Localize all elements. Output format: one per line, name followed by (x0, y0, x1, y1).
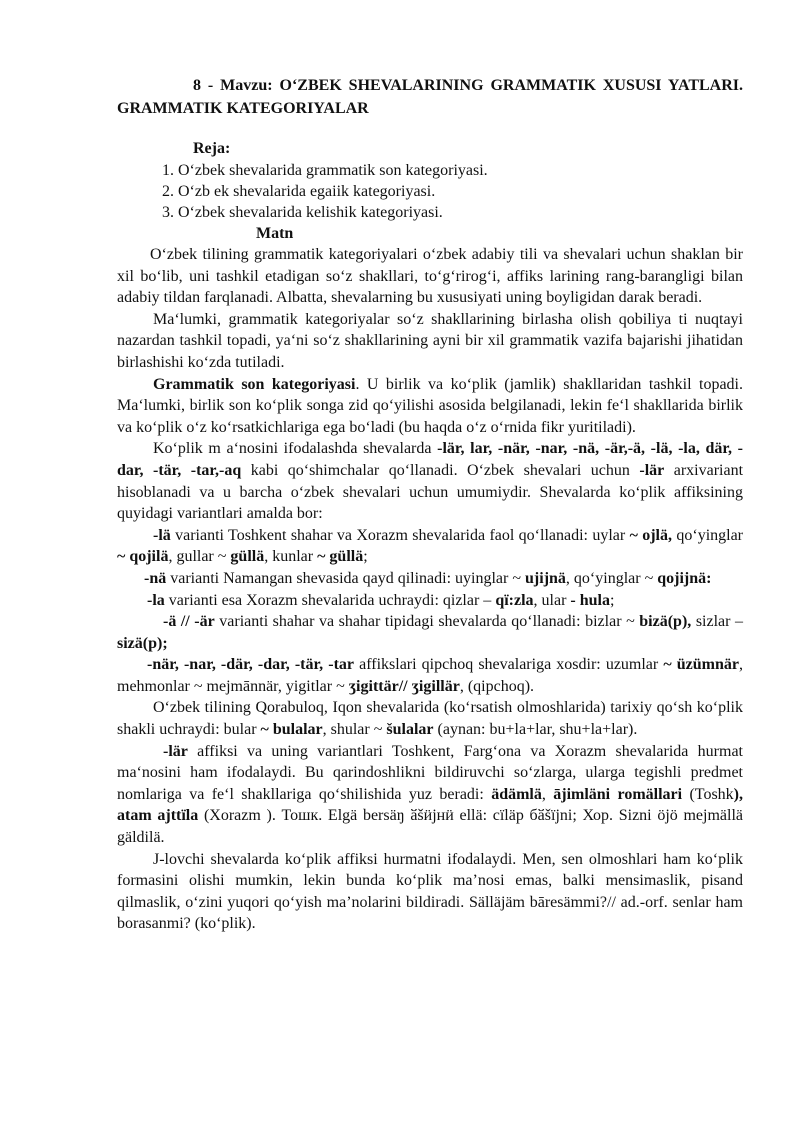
text-heading: Matn (256, 225, 294, 242)
paragraph-categories: Ma‘lumki, grammatik kategoriyalar so‘z shakllarining birlasha olish qobiliya ti nuqtayi nazardan tashkil topadi, ya‘ni so‘z shakllarining ayni bir xil grammatik vazifa bajarishi jihatidan birlashishi ko‘zda tutiladi. (117, 310, 743, 371)
paragraph-j-dialects: J-lovchi shevalarda ko‘plik affiksi hurmatni ifodalaydi. Men, sen olmoshlari ham ko‘plik formasini olishi mumkin, lekin bunda ko‘plik ma’nosi emas, balki mensimaslik, pisand qilmaslik, o‘zini yuqori qo‘yish ma’nolarini bildiradi. Sälläjäm bāresämmi?// ad.-orf. senlar ham borasanmi? (ko‘plik). (117, 850, 743, 933)
plan-item: 3. O‘zbek shevalarida kelishik kategoriyasi. (162, 204, 443, 221)
plan-heading: Reja: (193, 140, 231, 157)
document-page (117, 74, 743, 935)
paragraph-respect: -lär affiksi va uning variantlari Toshkent, Farg‘ona va Xorazm shevalarida hurmat ma‘nosini ham ifodalaydi. Bu qarindoshlikni bildiruvchi so‘zlarga, ularga tegishli predmet nomlariga va fe‘l shakllariga qo‘shilishida yuz beradi: ädämlä, ājimläni romällari (Toshk), atam ajttïla (Хorazm ). Тошк. Elgä bersäŋ ӑšӥjнӥ ellä: cїläр бӑšїjni; Хор. Sizni öjö mejmällä gäldilä. (117, 742, 744, 847)
paragraph-a-ar-variant: -ä // -är varianti shahar va shahar tipidagi shevalarda qo‘llanadi: bizlar ~ bizä(p), sizlar – sizä(p); (117, 613, 744, 652)
plan-item: 1. O‘zbek shevalarida grammatik son kategoriyasi. (162, 162, 488, 179)
paragraph-la-xorazm-variant: -la varianti esa Xorazm shevalarida uchraydi: qizlar – qï:zla, ular - hula; (147, 591, 615, 609)
paragraph-nar-variant: -när, -nar, -där, -dar, -tär, -tar affikslari qipchoq shevalariga xosdir: uzumlar ~ üzümnär, mehmonlar ~ mejmānnär, yigitlar ~ ʒigittär// ʒigillär, (qipchoq). (117, 656, 743, 695)
paragraph-number-category: Grammatik son kategoriyasi. U birlik va ko‘plik (jamlik) shakllaridan tashkil topadi. Ma‘lumki, birlik son ko‘plik songa zid qo‘yilishi asosida belgilanadi, lekin fe‘l shakllarida birlik va ko‘plik o‘z ko‘rsatkichlariga ega bo‘ladi (bu haqda o‘z o‘rnida fikr yuritiladi). (117, 375, 743, 436)
paragraph-double-plural: O‘zbek tilining Qorabuloq, Iqon shevalarida (ko‘rsatish olmoshlarida) tarixiy qo‘sh ko‘plik shakli uchraydi: bular ~ bulalar, shular ~ šulalar (aynan: bu+la+lar, shu+la+lar). (117, 699, 743, 739)
term-grammatical-number: Grammatik son kategoriyasi (153, 375, 356, 393)
paragraph-plural-suffixes: Ko‘plik m a‘nosini ifodalashda shevalarda -lär, lar, -när, -nar, -nä, -är,-ä, -lä, -la, där, -dar, -tär, -tar,-aq kabi qo‘shimchalar qo‘llanadi. O‘zbek shevalari uchun -lär arxivariant hisoblanadi va u barcha o‘zbek shevalari uchun umumiydir. Shevalarda ko‘plik affiksining quyidagi variantlari amalda bor: (117, 440, 744, 523)
paragraph-na-variant: -nä varianti Namangan shevasida qayd qilinadi: uyinglar ~ ujijnä, qo‘yinglar ~ qojijnä: (144, 569, 712, 587)
plan-item: 2. O‘zb ek shevalarida egaiik kategoriyasi. (162, 183, 436, 200)
plan-list (117, 160, 743, 223)
paragraph-la-variant: -lä varianti Toshkent shahar va Xorazm shevalarida faol qo‘llanadi: uylar ~ ojlä, qo‘yinglar ~ qojilä, gullar ~ güllä, kunlar ~ güllä; (117, 526, 744, 566)
document-title: 8 - Mavzu: O‘ZBEK SHEVALARINING GRAMMATIK XUSUSI YATLARI. GRAMMATIK KATEGORIYALAR (117, 77, 743, 117)
paragraph-intro: O‘zbek tilining grammatik kategoriyalari o‘zbek adabiy tili va shevalari uchun shaklan bir xil bo‘lib, uni tashkil etadigan so‘z shakllari, to‘g‘rirog‘i, affiks larining rang-barangligi bilan adabiy tildan farqlanadi. Albatta, shevalarning bu xususiyati uning boyligidan darak beradi. (117, 246, 743, 307)
